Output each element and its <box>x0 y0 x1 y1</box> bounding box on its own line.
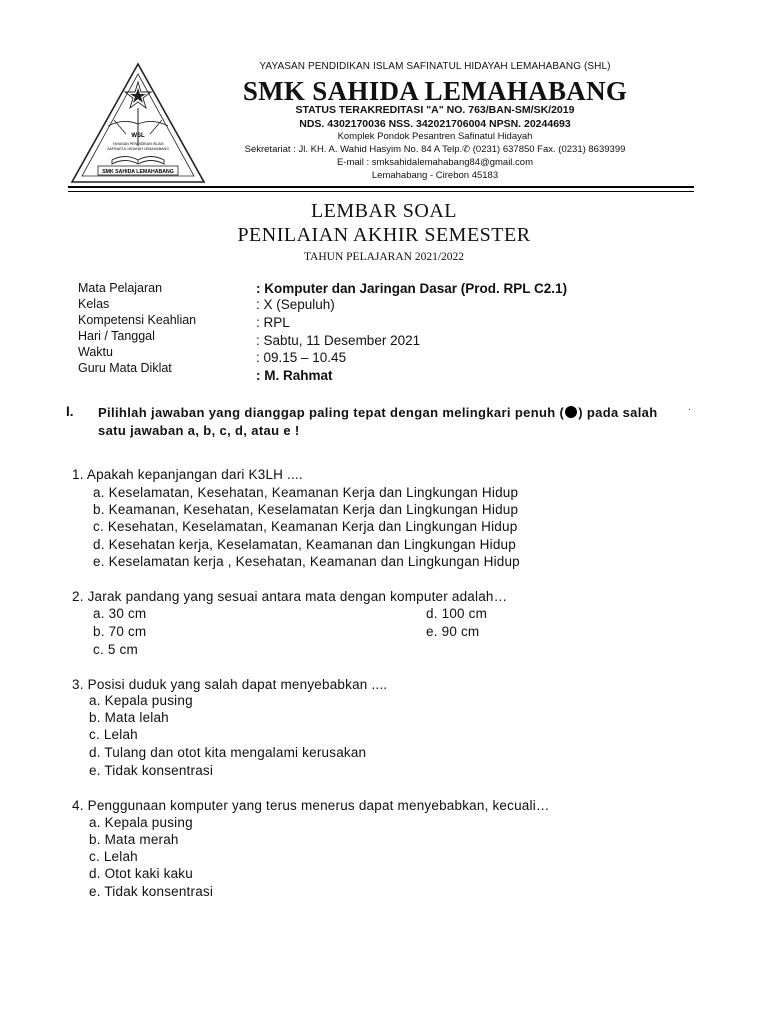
school-email: E-mail : smksahidalemahabang84@gmail.com <box>336 157 534 168</box>
question-1-option: a. Keselamatan, Kesehatan, Keamanan Kerja dan Lingkungan Hidup <box>93 485 519 500</box>
school-name: SMK SAHIDA LEMAHABANG <box>242 76 628 106</box>
question-3-option: c. Lelah <box>89 727 138 742</box>
school-identifiers: NDS. 4302170036 NSS. 342021706004 NPSN. 20244693 <box>299 118 571 130</box>
foundation-name: YAYASAN PENDIDIKAN ISLAM SAFINATUL HIDAYAH LEMAHABANG (SHL) <box>259 61 611 72</box>
question-4-option: d. Otot kaki kaku <box>89 866 193 881</box>
question-4-option: c. Lelah <box>89 849 138 864</box>
info-label: Hari / Tanggal <box>78 329 155 343</box>
question-3-option: b. Mata lelah <box>89 710 169 725</box>
open-book-icon <box>112 157 164 165</box>
info-value: : Komputer dan Jaringan Dasar (Prod. RPL C2.1) <box>256 281 568 296</box>
instruction-text-start: Pilihlah jawaban yang dianggap paling tepat dengan melingkari penuh ( <box>98 405 565 420</box>
letterhead-rule-thin <box>68 191 694 192</box>
info-label: Kelas <box>78 297 110 311</box>
logo-caption-1: YAYASAN PENDIDIKAN ISLAM <box>112 142 164 146</box>
section-number: I. <box>66 404 74 419</box>
question-2-option: b. 70 cm <box>93 624 147 639</box>
info-value: : X (Sepuluh) <box>256 297 335 312</box>
question-3-option: e. Tidak konsentrasi <box>89 763 214 778</box>
section-instruction <box>98 404 688 440</box>
logo-letters: WSL <box>131 133 145 139</box>
question-1-option: d. Kesehatan kerja, Keselamatan, Keamanan dan Lingkungan Hidup <box>93 537 516 552</box>
margin-mark: · <box>688 404 692 415</box>
school-logo <box>68 62 208 186</box>
question-1-option: b. Keamanan, Kesehatan, Keselamatan Kerja dan Lingkungan Hidup <box>93 502 519 517</box>
question-3-stem: 3. Posisi duduk yang salah dapat menyebabkan .... <box>72 677 388 692</box>
info-value: : M. Rahmat <box>256 368 333 383</box>
school-complex: Komplek Pondok Pesantren Safinatul Hidayah <box>337 131 533 142</box>
question-1-option: e. Keselamatan kerja , Kesehatan, Keamanan dan Lingkungan Hidup <box>93 554 520 569</box>
question-2-option: d. 100 cm <box>426 606 488 621</box>
school-city: Lemahabang - Cirebon 45183 <box>371 170 499 181</box>
question-2-option: a. 30 cm <box>93 606 147 621</box>
info-value: : Sabtu, 11 Desember 2021 <box>256 333 421 348</box>
question-4-option: e. Tidak konsentrasi <box>89 884 214 899</box>
star-icon <box>125 82 151 108</box>
info-label: Mata Pelajaran <box>78 281 163 295</box>
academic-year: TAHUN PELAJARAN 2021/2022 <box>303 251 465 263</box>
doc-title: LEMBAR SOAL <box>310 200 458 222</box>
info-value: : RPL <box>256 315 290 330</box>
question-2-option: c. 5 cm <box>93 642 138 657</box>
info-label: Waktu <box>78 345 113 359</box>
logo-banner: SMK SAHIDA LEMAHABANG <box>102 169 174 175</box>
question-1-stem: 1. Apakah kepanjangan dari K3LH .... <box>72 467 303 482</box>
question-1-option: c. Kesehatan, Keselamatan, Keamanan Kerja dan Lingkungan Hidup <box>93 519 518 534</box>
question-2-stem: 2. Jarak pandang yang sesuai antara mata dengan komputer adalah… <box>72 589 508 604</box>
doc-subtitle: PENILAIAN AKHIR SEMESTER <box>237 224 531 246</box>
info-label: Kompetensi Keahlian <box>78 313 197 327</box>
question-4-option: a. Kepala pusing <box>89 815 193 830</box>
info-label: Guru Mata Diklat <box>78 361 172 375</box>
question-4-stem: 4. Penggunaan komputer yang terus menerus dapat menyebabkan, kecuali… <box>72 798 550 813</box>
question-3-option: d. Tulang dan otot kita mengalami kerusakan <box>89 745 367 760</box>
question-2-option: e. 90 cm <box>426 624 480 639</box>
instruction-text-end: ) pada salah satu jawaban a, b, c, d, atau e ! <box>98 405 658 438</box>
secretariat-address: Sekretariat : Jl. KH. A. Wahid Hasyim No. 84 A Telp.✆ (0231) 637850 Fax. (0231) 8639399 <box>244 144 626 155</box>
logo-caption-2: SAFINATUL HIDAYAH LEMAHABANG <box>107 147 169 151</box>
question-4-option: b. Mata merah <box>89 832 179 847</box>
info-value: : 09.15 – 10.45 <box>256 350 347 365</box>
question-3-option: a. Kepala pusing <box>89 693 193 708</box>
letterhead-rule-thick <box>68 186 694 188</box>
accreditation-status: STATUS TERAKREDITASI "A" NO. 763/BAN-SM/SK/2019 <box>295 104 575 116</box>
filled-circle-icon <box>565 406 577 418</box>
